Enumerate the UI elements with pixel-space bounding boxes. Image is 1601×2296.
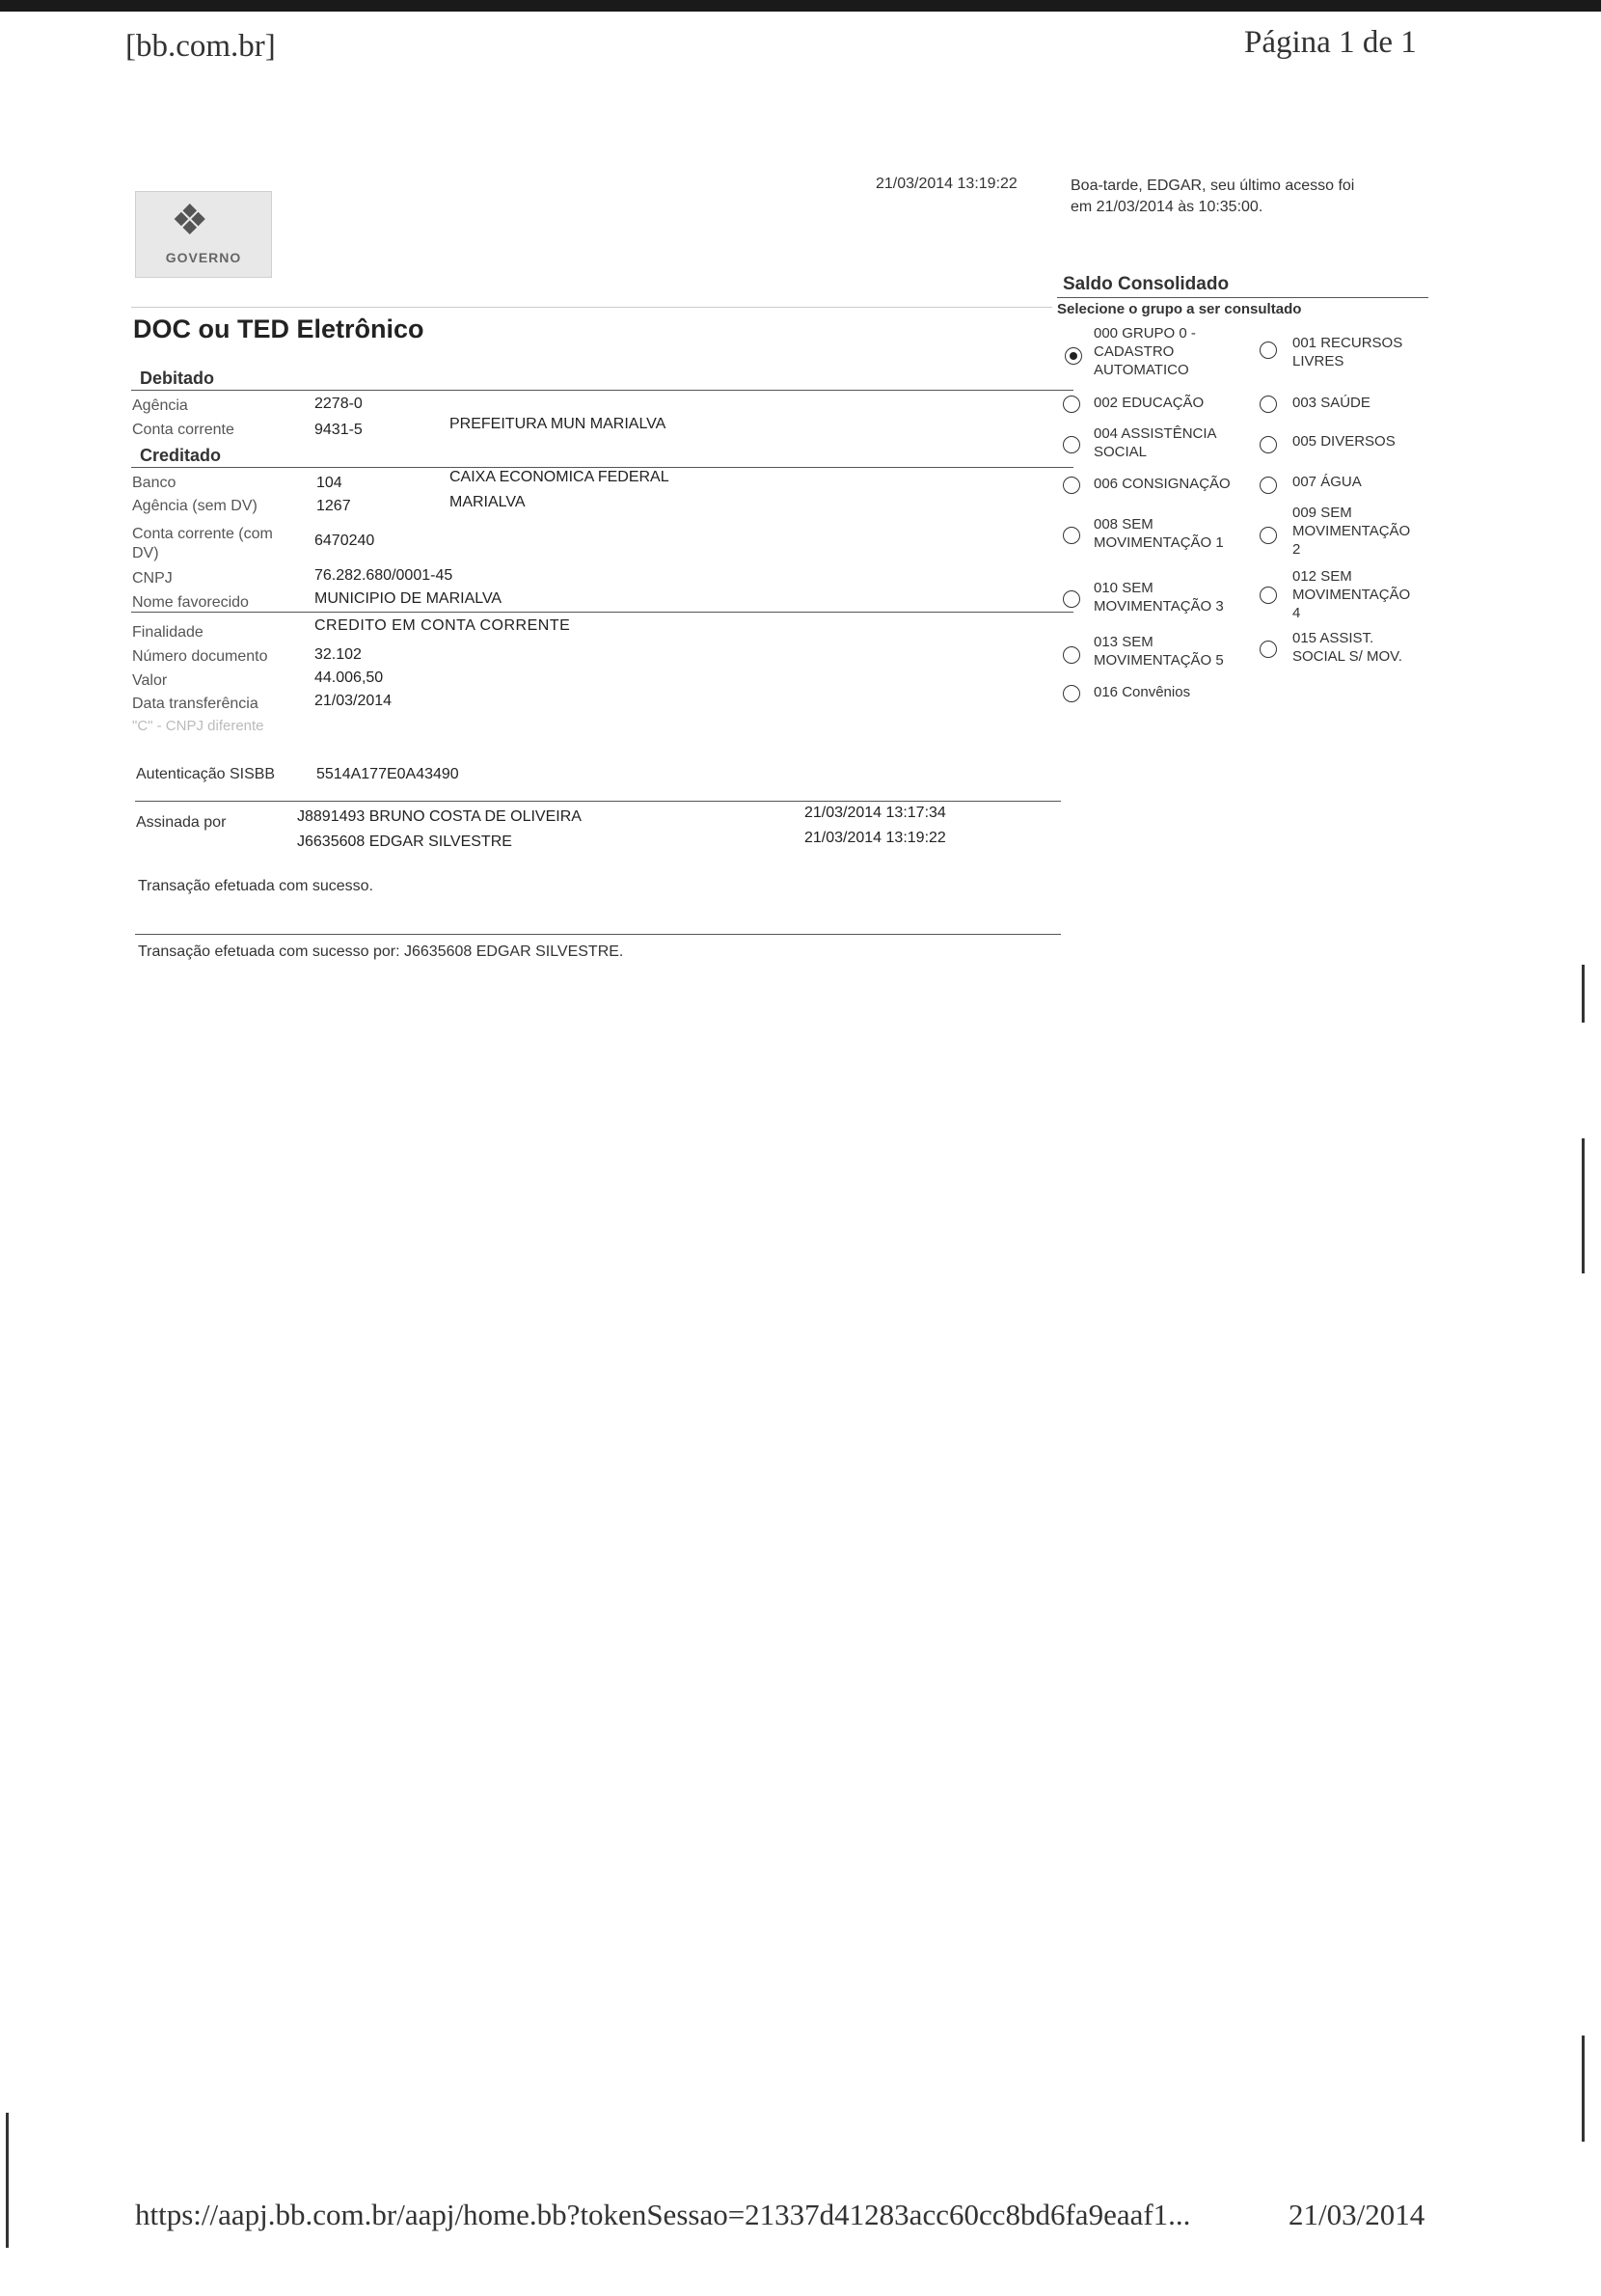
saldo-subheading: Selecione o grupo a ser consultado bbox=[1057, 301, 1302, 317]
page-title: DOC ou TED Eletrônico bbox=[133, 314, 424, 343]
signer-name: J8891493 BRUNO COSTA DE OLIVEIRA bbox=[297, 808, 582, 825]
radio-grupo-001[interactable] bbox=[1260, 342, 1277, 359]
credit-banco-name: CAIXA ECONOMICA FEDERAL bbox=[449, 469, 669, 485]
option-label-005: 005 DIVERSOS bbox=[1292, 433, 1396, 450]
section-rule bbox=[131, 612, 1073, 613]
radio-grupo-002[interactable] bbox=[1063, 396, 1080, 413]
credit-cnpj-label: CNPJ bbox=[132, 570, 173, 587]
credit-favorecido-label: Nome favorecido bbox=[132, 594, 249, 611]
credit-banco-value: 104 bbox=[316, 475, 342, 491]
radio-grupo-010[interactable] bbox=[1063, 590, 1080, 608]
scan-edge-mark bbox=[1582, 2036, 1585, 2142]
debit-agencia-label: Agência bbox=[132, 397, 188, 414]
option-label-004: 004 ASSISTÊNCIA SOCIAL bbox=[1094, 425, 1217, 460]
credit-banco-label: Banco bbox=[132, 475, 176, 491]
scan-edge-mark bbox=[1582, 1138, 1585, 1273]
title-rule bbox=[131, 307, 1052, 308]
bb-logo-icon: ❖ bbox=[171, 197, 209, 244]
debit-conta-name: PREFEITURA MUN MARIALVA bbox=[449, 416, 666, 432]
greeting-line-2: em 21/03/2014 às 10:35:00. bbox=[1071, 199, 1263, 215]
status-message: Transação efetuada com sucesso. bbox=[138, 878, 373, 894]
option-label-007: 007 ÁGUA bbox=[1292, 474, 1362, 490]
radio-grupo-009[interactable] bbox=[1260, 527, 1277, 544]
numero-documento-value: 32.102 bbox=[314, 646, 362, 663]
bank-logo[interactable] bbox=[135, 191, 272, 278]
option-label-013: 013 SEM MOVIMENTAÇÃO 5 bbox=[1094, 634, 1224, 669]
cnpj-note: "C" - CNPJ diferente bbox=[132, 718, 264, 734]
debit-agencia-value: 2278-0 bbox=[314, 396, 363, 412]
signer-datetime: 21/03/2014 13:19:22 bbox=[804, 830, 946, 846]
scan-top-edge bbox=[0, 0, 1601, 12]
credit-favorecido-value: MUNICIPIO DE MARIALVA bbox=[314, 590, 502, 607]
radio-grupo-012[interactable] bbox=[1260, 587, 1277, 604]
scan-edge-mark bbox=[1582, 965, 1585, 1023]
valor-value: 44.006,50 bbox=[314, 670, 384, 686]
saldo-rule bbox=[1057, 297, 1428, 298]
radio-grupo-015[interactable] bbox=[1260, 641, 1277, 658]
radio-grupo-000[interactable] bbox=[1065, 347, 1082, 365]
credit-agencia-label: Agência (sem DV) bbox=[132, 498, 258, 514]
radio-grupo-007[interactable] bbox=[1260, 477, 1277, 494]
finalidade-value: CREDITO EM CONTA CORRENTE bbox=[314, 617, 571, 634]
option-label-003: 003 SAÚDE bbox=[1292, 395, 1370, 411]
credit-conta-label-1: Conta corrente (com bbox=[132, 526, 273, 542]
assinada-por-label: Assinada por bbox=[136, 814, 227, 831]
radio-grupo-006[interactable] bbox=[1063, 477, 1080, 494]
option-label-016: 016 Convênios bbox=[1094, 684, 1191, 700]
debit-conta-label: Conta corrente bbox=[132, 422, 234, 438]
option-label-000: 000 GRUPO 0 - CADASTRO AUTOMATICO bbox=[1094, 325, 1196, 378]
option-label-006: 006 CONSIGNAÇÃO bbox=[1094, 476, 1231, 492]
autenticacao-value: 5514A177E0A43490 bbox=[316, 766, 459, 782]
credit-cnpj-value: 76.282.680/0001-45 bbox=[314, 567, 453, 584]
section-debitado: Debitado bbox=[140, 369, 215, 388]
print-footer-url: https://aapj.bb.com.br/aapj/home.bb?tokenSessao=21337d41283acc60cc8bd6fa9eaaf1... bbox=[135, 2198, 1191, 2231]
option-label-002: 002 EDUCAÇÃO bbox=[1094, 395, 1205, 411]
option-label-015: 015 ASSIST. SOCIAL S/ MOV. bbox=[1292, 630, 1402, 665]
option-label-010: 010 SEM MOVIMENTAÇÃO 3 bbox=[1094, 580, 1224, 615]
saldo-heading: Saldo Consolidado bbox=[1063, 274, 1230, 294]
credit-conta-value: 6470240 bbox=[314, 533, 375, 549]
radio-grupo-016[interactable] bbox=[1063, 685, 1080, 702]
data-transferencia-value: 21/03/2014 bbox=[314, 693, 393, 709]
greeting-line-1: Boa-tarde, EDGAR, seu último acesso foi bbox=[1071, 178, 1355, 194]
debit-conta-value: 9431-5 bbox=[314, 422, 363, 438]
radio-grupo-005[interactable] bbox=[1260, 436, 1277, 453]
print-header-page: Página 1 de 1 bbox=[1244, 25, 1417, 60]
credit-agencia-name: MARIALVA bbox=[449, 494, 526, 510]
valor-label: Valor bbox=[132, 672, 168, 689]
numero-documento-label: Número documento bbox=[132, 648, 268, 665]
credit-agencia-value: 1267 bbox=[316, 498, 351, 514]
credit-conta-label-2: DV) bbox=[132, 545, 159, 561]
radio-grupo-008[interactable] bbox=[1063, 527, 1080, 544]
option-label-012: 012 SEM MOVIMENTAÇÃO 4 bbox=[1292, 568, 1411, 621]
autenticacao-label: Autenticação SISBB bbox=[136, 766, 276, 782]
option-label-001: 001 RECURSOS LIVRES bbox=[1292, 335, 1403, 369]
session-timestamp: 21/03/2014 13:19:22 bbox=[876, 176, 1018, 192]
section-rule bbox=[131, 467, 1073, 468]
signer-datetime: 21/03/2014 13:17:34 bbox=[804, 805, 946, 821]
radio-grupo-013[interactable] bbox=[1063, 646, 1080, 664]
option-label-009: 009 SEM MOVIMENTAÇÃO 2 bbox=[1292, 505, 1411, 558]
section-creditado: Creditado bbox=[140, 446, 222, 465]
status-footer: Transação efetuada com sucesso por: J6635608 EDGAR SILVESTRE. bbox=[138, 943, 624, 960]
print-header-site: [bb.com.br] bbox=[125, 29, 276, 64]
signature-rule bbox=[135, 801, 1061, 802]
scan-edge-mark bbox=[6, 2113, 9, 2248]
option-label-008: 008 SEM MOVIMENTAÇÃO 1 bbox=[1094, 516, 1224, 551]
radio-grupo-004[interactable] bbox=[1063, 436, 1080, 453]
print-footer-date: 21/03/2014 bbox=[1289, 2198, 1425, 2231]
logo-label: GOVERNO bbox=[165, 250, 242, 265]
status-rule bbox=[135, 934, 1061, 935]
radio-grupo-003[interactable] bbox=[1260, 396, 1277, 413]
data-transferencia-label: Data transferência bbox=[132, 696, 258, 712]
section-rule bbox=[131, 390, 1073, 391]
signer-name: J6635608 EDGAR SILVESTRE bbox=[297, 834, 512, 850]
finalidade-label: Finalidade bbox=[132, 624, 204, 641]
